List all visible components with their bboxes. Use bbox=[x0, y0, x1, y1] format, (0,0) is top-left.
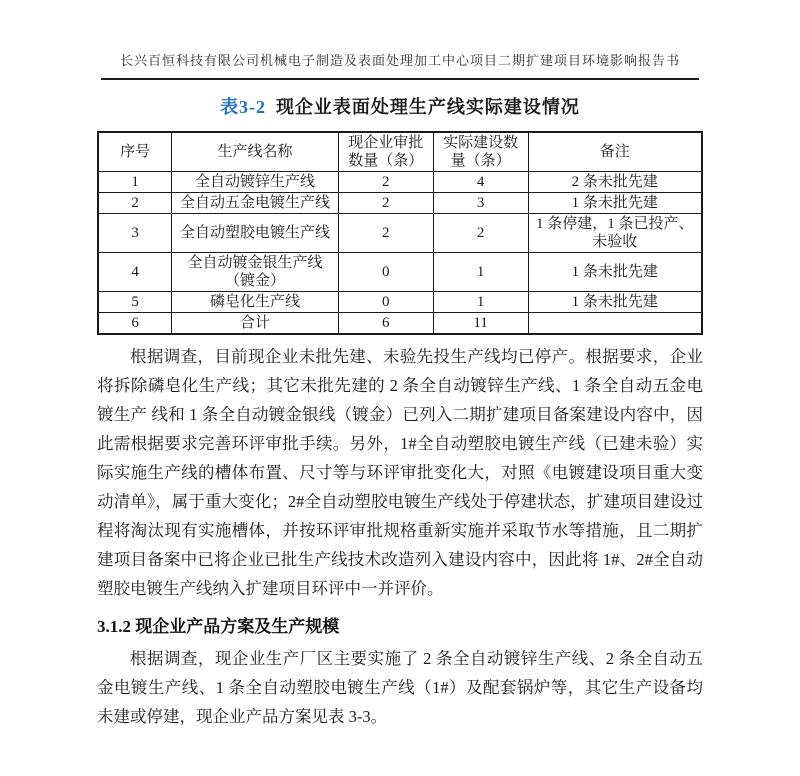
table-cell: 2 bbox=[338, 214, 433, 253]
table-row bbox=[98, 253, 702, 292]
table-row bbox=[98, 292, 702, 313]
table-cell: 全自动五金电镀生产线 bbox=[172, 193, 339, 214]
table-cell: 11 bbox=[433, 313, 528, 335]
table-cell: 6 bbox=[338, 313, 433, 335]
paragraph-product-plan: 根据调查，现企业生产厂区主要实施了 2 条全自动镀锌生产线、2 条全自动五金电镀生产线、1 条全自动塑胶电镀生产线（1#）及配套锅炉等，其它生产设备均未建或停建，现企业产品方案见表 3-3。 bbox=[97, 649, 703, 726]
table-caption-number: 表3-2 bbox=[220, 97, 267, 117]
table-cell: 1 bbox=[433, 292, 528, 313]
table-cell: 3 bbox=[433, 193, 528, 214]
table-cell: 1 条停建，1 条已投产、未验收 bbox=[528, 214, 702, 253]
table-cell: 0 bbox=[338, 292, 433, 313]
table-cell: 全自动镀金银生产线（镀金） bbox=[172, 253, 339, 292]
table-cell: 1 条未批先建 bbox=[528, 193, 702, 214]
table-cell: 1 条未批先建 bbox=[528, 253, 702, 292]
table-row bbox=[98, 172, 702, 193]
table-cell: 0 bbox=[338, 253, 433, 292]
table-cell: 2 bbox=[338, 193, 433, 214]
column-header-built-count: 实际建设数量（条） bbox=[433, 132, 528, 172]
table-cell: 3 bbox=[98, 214, 172, 253]
table-row bbox=[98, 193, 702, 214]
running-header: 长兴百恒科技有限公司机械电子制造及表面处理加工中心项目二期扩建项目环境影响报告书 bbox=[119, 53, 680, 68]
table-caption-title: 现企业表面处理生产线实际建设情况 bbox=[275, 97, 580, 117]
table-cell: 4 bbox=[98, 253, 172, 292]
table-cell: 2 bbox=[98, 193, 172, 214]
paragraph-survey-status: 根据调查，目前现企业未批先建、未验先投生产线均已停产。根据要求，企业将拆除磷皂化生产线；其它未批先建的 2 条全自动镀锌生产线、1 条全自动五金电镀生产 线和 1 条全自动镀金银线（镀金）已列入二期扩建项目备案建设内容中，因此需根据要求完善环评审批手续。另外，1#全自动塑胶电镀生产线（已建未验）实际实施生产线的槽体布置、尺寸等与环评审批变化大，对照《电镀建设项目重大变动清单》，属于重大变化；2#全自动塑胶电镀生产线处于停建状态，扩建项目建设过程将淘汰现有实施槽体，并按环评审批规格重新实施并采取节水等措施，且二期扩建项目备案中已将企业已批生产线技术改造列入建设内容中，因此将 1#、2#全自动塑胶电镀生产线纳入扩建项目环评中一并评价。 bbox=[97, 347, 703, 598]
table-cell: 1 bbox=[98, 172, 172, 193]
header-rule-divider bbox=[101, 78, 699, 80]
table-row bbox=[98, 214, 702, 253]
column-header-index: 序号 bbox=[98, 132, 172, 172]
column-header-approved-count: 现企业审批数量（条） bbox=[338, 132, 433, 172]
production-lines-table bbox=[97, 131, 703, 335]
table-cell: 2 bbox=[433, 214, 528, 253]
section-heading-3-1-2: 3.1.2 现企业产品方案及生产规模 bbox=[97, 617, 340, 636]
table-cell: 1 bbox=[433, 253, 528, 292]
table-cell: 全自动镀锌生产线 bbox=[172, 172, 339, 193]
table-cell: 合计 bbox=[172, 313, 339, 335]
table-cell: 2 bbox=[338, 172, 433, 193]
table-cell: 磷皂化生产线 bbox=[172, 292, 339, 313]
table-cell: 6 bbox=[98, 313, 172, 335]
column-header-line-name: 生产线名称 bbox=[172, 132, 339, 172]
table-cell bbox=[528, 313, 702, 335]
column-header-remark: 备注 bbox=[528, 132, 702, 172]
table-caption bbox=[0, 93, 800, 119]
table-cell: 1 条未批先建 bbox=[528, 292, 702, 313]
table-row-total bbox=[98, 313, 702, 335]
table-cell: 4 bbox=[433, 172, 528, 193]
table-header-row bbox=[98, 132, 702, 172]
table-cell: 2 条未批先建 bbox=[528, 172, 702, 193]
table-cell: 全自动塑胶电镀生产线 bbox=[172, 214, 339, 253]
table-cell: 5 bbox=[98, 292, 172, 313]
